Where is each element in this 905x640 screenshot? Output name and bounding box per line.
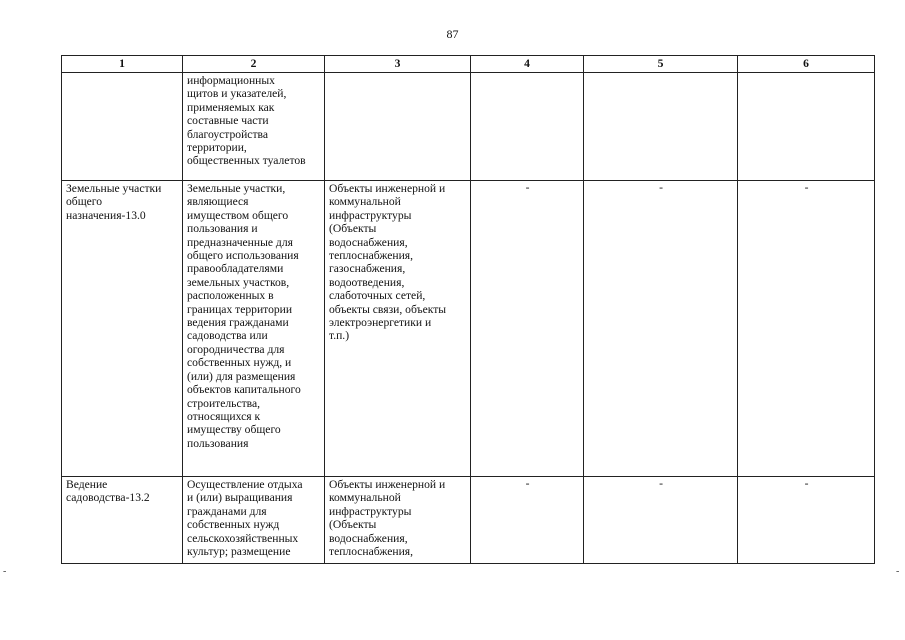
cell-col-4: - — [471, 181, 584, 477]
header-col-5: 5 — [584, 56, 738, 73]
cell-col-6: - — [738, 181, 875, 477]
header-col-1: 1 — [62, 56, 183, 73]
page-number: 87 — [446, 27, 459, 41]
cell-auxiliary-objects — [325, 73, 471, 181]
right-margin-mark: - — [896, 566, 900, 577]
cell-description: Осуществление отдыха и (или) выращивания гражданами для собственных нужд сельскохозяйственных культур; размещение — [183, 477, 325, 564]
cell-col-6: - — [738, 477, 875, 564]
cell-use-type: Земельные участки общего назначения-13.0 — [62, 181, 183, 477]
table-row — [62, 181, 875, 477]
cell-use-type: Ведение садоводства-13.2 — [62, 477, 183, 564]
cell-col-5: - — [584, 477, 738, 564]
cell-description: Земельные участки, являющиеся имуществом общего пользования и предназначенные для общего использования правообладателями земельных участков, расположенных в границах территории ведения гражданами садоводства или огородничества для собственных нужд, и (или) для размещения объектов капитального строительства, относящихся к имуществу общего пользования — [183, 181, 325, 477]
cell-col-5: - — [584, 181, 738, 477]
table-row — [62, 477, 875, 564]
land-use-table — [61, 55, 875, 564]
cell-use-type — [62, 73, 183, 181]
cell-description: информационных щитов и указателей, применяемых как составные части благоустройства территории, общественных туалетов — [183, 73, 325, 181]
table-row — [62, 73, 875, 181]
header-row — [62, 56, 875, 73]
left-margin-mark: - — [3, 566, 7, 577]
header-col-4: 4 — [471, 56, 584, 73]
header-col-3: 3 — [325, 56, 471, 73]
cell-auxiliary-objects: Объекты инженерной и коммунальной инфраструктуры (Объекты водоснабжения, теплоснабжения, газоснабжения, водоотведения, слаботочных сетей, объекты связи, объекты электроэнергетики и т.п.) — [325, 181, 471, 477]
cell-col-6 — [738, 73, 875, 181]
cell-col-4: - — [471, 477, 584, 564]
cell-col-4 — [471, 73, 584, 181]
header-col-6: 6 — [738, 56, 875, 73]
cell-col-5 — [584, 73, 738, 181]
cell-auxiliary-objects: Объекты инженерной и коммунальной инфраструктуры (Объекты водоснабжения, теплоснабжения, — [325, 477, 471, 564]
header-col-2: 2 — [183, 56, 325, 73]
